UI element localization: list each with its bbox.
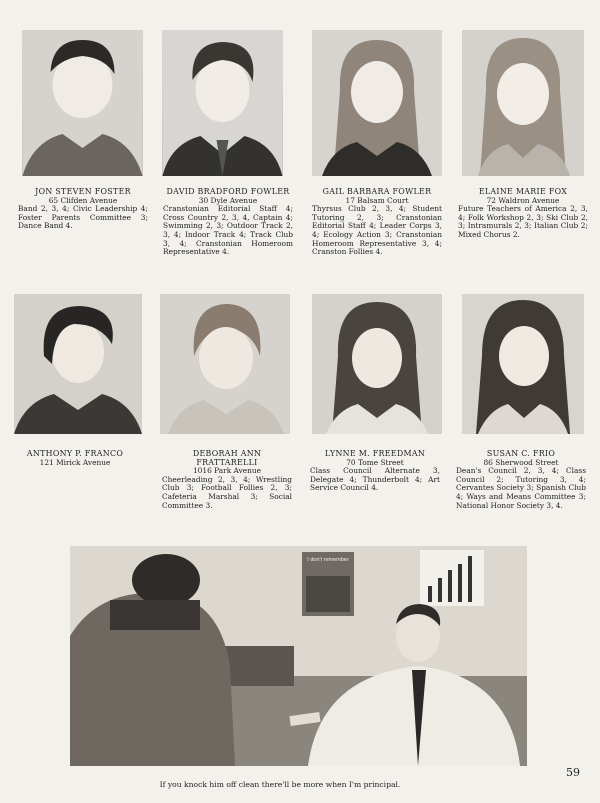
poster-text: I don't remember (307, 557, 349, 563)
portrait-foster-jon (22, 30, 143, 176)
student-entry (163, 188, 293, 257)
portrait-frattarelli-deborah (160, 294, 290, 434)
student-activities: Cheerleading 2, 3, 4; Wrestling Club 3; Football Follies 2, 3; Cafeteria Marshal 3; Social Committee 3. (162, 474, 292, 510)
student-address: 1016 Park Avenue (192, 466, 262, 476)
student-address: 70 Tome Street (346, 457, 404, 467)
portrait-freedman-lynne (312, 294, 442, 434)
portrait-fox-elaine (462, 30, 584, 176)
wall-chart (420, 550, 484, 606)
page-number: 59 (566, 766, 580, 779)
portrait-frio-susan (462, 294, 584, 434)
student-name: GAIL BARBARA FOWLER (322, 187, 432, 196)
student-name: SUSAN C. FRIO (486, 449, 556, 458)
student-entry (312, 188, 442, 257)
student-entry (458, 188, 588, 240)
student-activities: Class Council Alternate 3, Delegate 4; Thunderbolt 4; Art Service Council 4. (310, 466, 440, 493)
portrait-fowler-gail (312, 30, 442, 176)
student-activities: Future Teachers of America 2, 3, 4; Folk Workshop 2, 3; Ski Club 2, 3; Intramurals 2, 3; Italian Club 2; Mixed Chorus 2. (458, 204, 588, 239)
student-entry (18, 188, 148, 231)
student-name: ELAINE MARIE FOX (478, 187, 568, 196)
student-address: 121 Mirick Avenue (39, 457, 111, 467)
student-name: JON STEVEN FOSTER (35, 187, 131, 196)
wall-poster (302, 552, 354, 616)
student-name: DAVID BRADFORD FOWLER (166, 187, 290, 196)
student-address: 65 Clifden Avenue (48, 195, 118, 205)
student-entry (162, 450, 292, 510)
student-entry (456, 450, 586, 510)
portrait-franco-anthony (14, 294, 142, 434)
student-address: 86 Sherwood Street (483, 457, 559, 467)
student-name: LYNNE M. FREEDMAN (324, 449, 426, 458)
student-address: 72 Waldron Avenue (486, 195, 560, 205)
student-entry (10, 450, 140, 467)
student-activities: Thyrsus Club 2, 3, 4; Student Tutoring 2, 3; Cranstonian Editorial Staff 4; Leader Corps 3, 4; Ecology Action 3; Cranstonian Homeroom Representative 3, 4; Cranston Follies 4. (312, 204, 442, 257)
student-address: 30 Dyle Avenue (198, 195, 258, 205)
student-address: 17 Balsam Court (345, 195, 409, 205)
photo-caption: If you knock him off clean there'll be more when I'm principal. (159, 780, 401, 789)
student-name: DEBORAH ANN FRATTARELLI (192, 449, 262, 467)
student-activities: Band 2, 3, 4; Civic Leadership 4; Foster Parents Committee 3; Dance Band 4. (18, 204, 148, 231)
student-entry (310, 450, 440, 493)
student-activities: Cranstonian Editorial Staff 4; Cross Country 2, 3, 4, Captain 4; Swimming 2, 3; Outdoor Track 2, 3, 4; Indoor Track 4; Track Club 3, 4; Cranstonian Homeroom Representative 4. (163, 204, 293, 257)
candid-photo (70, 546, 527, 766)
student-name: ANTHONY P. FRANCO (26, 449, 124, 458)
portrait-fowler-david (162, 30, 283, 176)
student-activities: Dean's Council 2, 3, 4; Class Council 2; Tutoring 3, 4; Cervantes Society 3; Spanish Club 4; Ways and Means Committee 3; National Honor Society 3, 4. (456, 466, 586, 510)
